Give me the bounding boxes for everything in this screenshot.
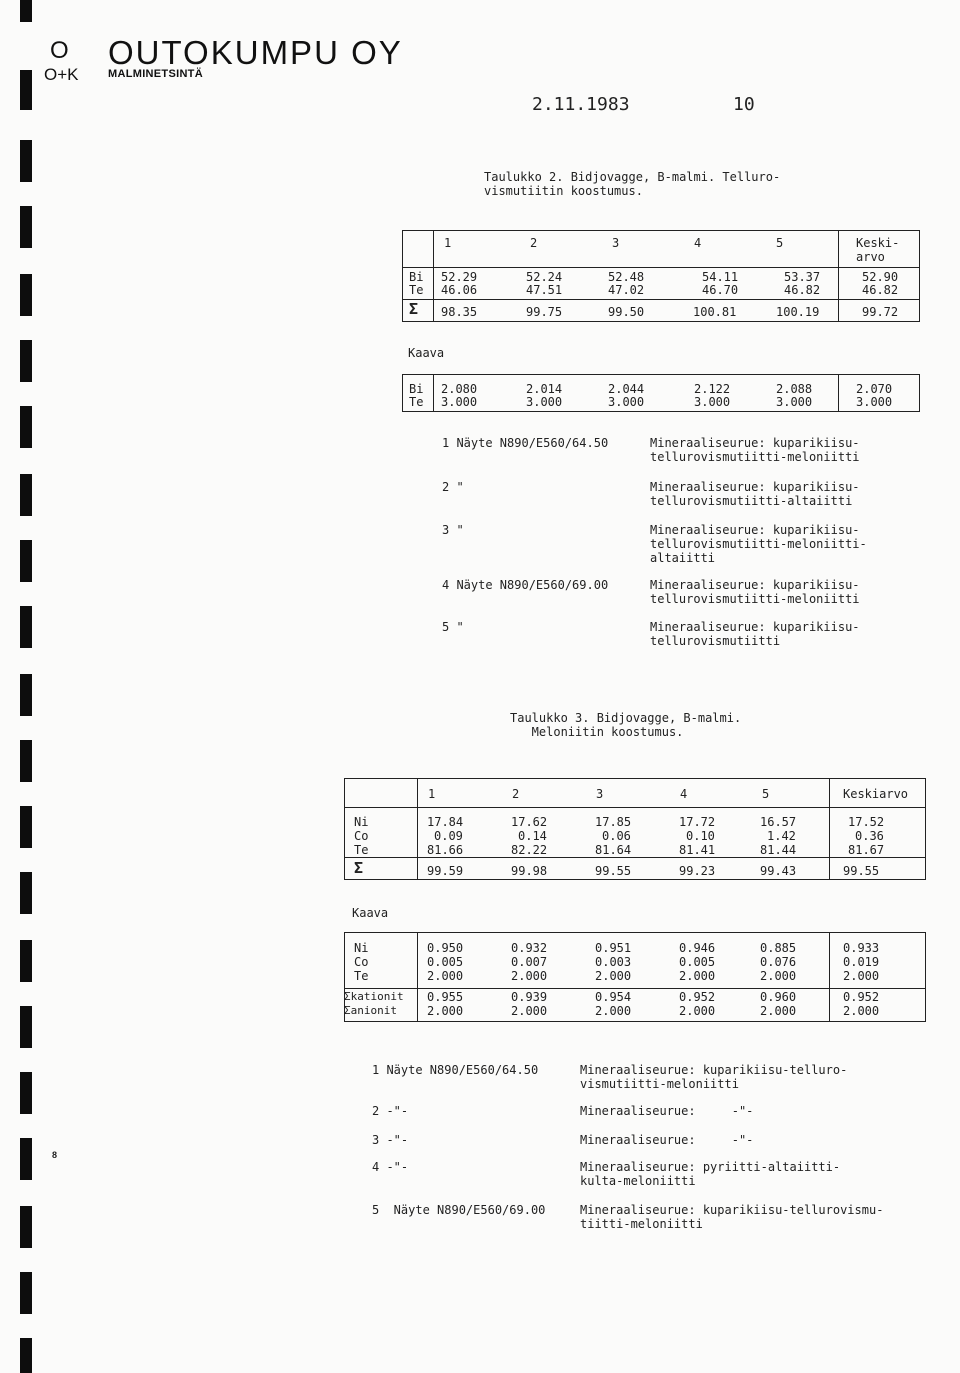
table2-note-text: Mineraaliseurue: kuparikiisu- tellurovismutiitti	[650, 620, 860, 648]
table3-note-text: Mineraaliseurue: pyriitti-altaiitti- kulta-meloniitti	[580, 1160, 841, 1188]
table2-cell: 54.11	[702, 270, 739, 284]
table3-cell: 99.55	[843, 864, 880, 878]
margin-mark: 8	[52, 1150, 58, 1160]
table2-note-text: Mineraaliseurue: kuparikiisu- tellurovismutiitti-meloniitti- altaiitti	[650, 523, 867, 565]
table3-col-header: 2	[512, 787, 520, 801]
table3-row-label: Ni	[354, 815, 369, 829]
table3-formula-cell: 0.932	[511, 941, 548, 955]
document-date: 2.11.1983	[532, 94, 630, 115]
table3-kaava-label: Kaava	[352, 906, 389, 920]
table3-cell: 99.55	[595, 864, 632, 878]
table3-cell: 99.59	[427, 864, 464, 878]
table2-formula-label: Bi	[409, 382, 424, 396]
table2-caption: Taulukko 2. Bidjovagge, B-malmi. Telluro- vismutiitin koostumus.	[484, 170, 781, 198]
table2-composition	[402, 230, 920, 322]
table3-cell: 17.52	[848, 815, 885, 829]
table2-cell: 98.35	[441, 305, 478, 319]
table2-cell: 46.06	[441, 283, 478, 297]
table2-note-text: Mineraaliseurue: kuparikiisu- tellurovismutiitti-meloniitti	[650, 578, 860, 606]
table3-formula-cell: 0.005	[427, 955, 464, 969]
table2-note-text: Mineraaliseurue: kuparikiisu- tellurovismutiitti-altaiitti	[650, 480, 860, 508]
table3-formula-cell: 2.000	[760, 1004, 797, 1018]
table3-cell: 0.06	[602, 829, 631, 843]
table2-cell: 46.82	[862, 283, 899, 297]
table2-note-sample: 4 Näyte N890/E560/69.00	[442, 578, 609, 592]
table3-note-sample: 2 -"-	[372, 1104, 409, 1118]
table3-formula-cell: 0.007	[511, 955, 548, 969]
table3-formula-cell: 0.933	[843, 941, 880, 955]
table2-formula-cell: 3.000	[776, 395, 813, 409]
table3-col-header: 4	[680, 787, 688, 801]
table3-cell: 17.72	[679, 815, 716, 829]
table2-cell: 53.37	[784, 270, 821, 284]
page-number: 10	[733, 94, 755, 115]
table2-note-sample: 5 "	[442, 620, 464, 634]
table3-cell: 16.57	[760, 815, 797, 829]
table2-formula-cell: 3.000	[694, 395, 731, 409]
table3-cell: 0.10	[686, 829, 715, 843]
table3-note-text: Mineraaliseurue: -"-	[580, 1133, 754, 1147]
table3-note-text: Mineraaliseurue: kuparikiisu-tellurovismu- tiitti-meloniitti	[580, 1203, 884, 1231]
table3-cell: 99.43	[760, 864, 797, 878]
table3-formula-cell: 0.005	[679, 955, 716, 969]
table2-col-header: Keski- arvo	[856, 236, 900, 264]
table2-note-sample: 2 "	[442, 480, 464, 494]
company-name: OUTOKUMPU OY	[108, 34, 403, 71]
table3-cell: 99.98	[511, 864, 548, 878]
table3-row-label: Te	[354, 843, 369, 857]
table3-note-text: Mineraaliseurue: -"-	[580, 1104, 754, 1118]
table2-cell: 100.81	[693, 305, 737, 319]
table3-formula-cell: 2.000	[843, 969, 880, 983]
table2-note-sample: 3 "	[442, 523, 464, 537]
table3-cell: 99.23	[679, 864, 716, 878]
table2-formula-cell: 3.000	[526, 395, 563, 409]
table2-kaava-label: Kaava	[408, 346, 445, 360]
table3-formula-cell: 2.000	[843, 1004, 880, 1018]
table3-formula-cell: 0.003	[595, 955, 632, 969]
table2-cell: 100.19	[776, 305, 820, 319]
table3-cell: 81.41	[679, 843, 716, 857]
table2-formula-cell: 2.080	[441, 382, 478, 396]
table3-formula-label: Ni	[354, 941, 369, 955]
table3-cell: 81.67	[848, 843, 885, 857]
table2-cell: 99.75	[526, 305, 563, 319]
logo-letter-top: O	[50, 37, 69, 64]
table3-cell: 82.22	[511, 843, 548, 857]
company-logo	[44, 36, 104, 86]
table3-formula-cell: 2.000	[679, 1004, 716, 1018]
table3-formula-cell: 0.939	[511, 990, 548, 1004]
table3-cell: 17.62	[511, 815, 548, 829]
table3-cell: 17.85	[595, 815, 632, 829]
table3-formula-label: Te	[354, 969, 369, 983]
table2-row-label: Bi	[409, 270, 424, 284]
table3-col-header: Keskiarvo	[843, 787, 909, 801]
table2-col-header: 3	[612, 236, 620, 250]
table2-cell: 52.29	[441, 270, 478, 284]
table2-formula-cell: 3.000	[856, 395, 893, 409]
table3-formula-cell: 0.960	[760, 990, 797, 1004]
table3-cell: 81.66	[427, 843, 464, 857]
table2-cell: 99.50	[608, 305, 645, 319]
table3-formula-cell: 0.950	[427, 941, 464, 955]
table3-cell: 81.64	[595, 843, 632, 857]
table2-note-sample: 1 Näyte N890/E560/64.50	[442, 436, 609, 450]
table3-col-header: 5	[762, 787, 770, 801]
table3-formula-cell: 2.000	[427, 1004, 464, 1018]
table2-cell: 47.51	[526, 283, 563, 297]
table3-formula-cell: 0.952	[843, 990, 880, 1004]
table3-col-header: 3	[596, 787, 604, 801]
table2-cell: 47.02	[608, 283, 645, 297]
table3-cell: 0.36	[855, 829, 884, 843]
table2-cell: 46.70	[702, 283, 739, 297]
table3-cell: 0.09	[434, 829, 463, 843]
table2-col-header: 2	[530, 236, 538, 250]
table2-formula-cell: 2.014	[526, 382, 563, 396]
table2-formula-cell: 2.044	[608, 382, 645, 396]
table2-cell: 52.90	[862, 270, 899, 284]
table3-formula-cell: 2.000	[427, 969, 464, 983]
table3-formula-label: Σanionit	[344, 1004, 397, 1017]
table2-col-header: 1	[444, 236, 452, 250]
table3-formula-label: Σkationit	[344, 990, 404, 1003]
table2-cell: 52.48	[608, 270, 645, 284]
table2-formula-cell: 2.070	[856, 382, 893, 396]
table3-formula-cell: 2.000	[760, 969, 797, 983]
logo-letters-bottom: O+K	[44, 65, 79, 84]
table2-row-label: Te	[409, 283, 424, 297]
table2-row-label: Σ	[409, 300, 419, 318]
table3-formula-cell: 0.946	[679, 941, 716, 955]
table2-formula-cell: 2.088	[776, 382, 813, 396]
table2-cell: 99.72	[862, 305, 899, 319]
table3-note-text: Mineraaliseurue: kuparikiisu-telluro- vismutiitti-meloniitti	[580, 1063, 848, 1091]
table2-formula-cell: 3.000	[441, 395, 478, 409]
table3-formula-cell: 0.954	[595, 990, 632, 1004]
table2-cell: 52.24	[526, 270, 563, 284]
table2-cell: 46.82	[784, 283, 821, 297]
table3-formula-cell: 2.000	[511, 1004, 548, 1018]
table3-formula-cell: 0.885	[760, 941, 797, 955]
table3-cell: 1.42	[767, 829, 796, 843]
table3-row-label: Σ	[354, 859, 364, 877]
department: MALMINETSINTÄ	[108, 68, 203, 80]
table3-formula-cell: 2.000	[595, 969, 632, 983]
table3-cell: 81.44	[760, 843, 797, 857]
table3-note-sample: 4 -"-	[372, 1160, 409, 1174]
table2-col-header: 5	[776, 236, 784, 250]
table3-formula-cell: 2.000	[679, 969, 716, 983]
table2-formula-cell: 2.122	[694, 382, 731, 396]
table2-formula	[402, 374, 920, 412]
table3-note-sample: 5 Näyte N890/E560/69.00	[372, 1203, 546, 1217]
table3-formula-cell: 0.076	[760, 955, 797, 969]
table3-formula-cell: 0.019	[843, 955, 880, 969]
table2-formula-label: Te	[409, 395, 424, 409]
table3-caption: Taulukko 3. Bidjovagge, B-malmi. Meloniitin koostumus.	[510, 711, 742, 739]
table3-formula-cell: 2.000	[511, 969, 548, 983]
table3-cell: 0.14	[518, 829, 547, 843]
table3-col-header: 1	[428, 787, 436, 801]
table2-formula-cell: 3.000	[608, 395, 645, 409]
table2-note-text: Mineraaliseurue: kuparikiisu- tellurovismutiitti-meloniitti	[650, 436, 860, 464]
table3-formula-cell: 0.952	[679, 990, 716, 1004]
table3-formula-label: Co	[354, 955, 369, 969]
table3-formula-cell: 0.951	[595, 941, 632, 955]
table2-col-header: 4	[694, 236, 702, 250]
table3-row-label: Co	[354, 829, 369, 843]
table3-formula-cell: 2.000	[595, 1004, 632, 1018]
table3-cell: 17.84	[427, 815, 464, 829]
table3-note-sample: 3 -"-	[372, 1133, 409, 1147]
table3-note-sample: 1 Näyte N890/E560/64.50	[372, 1063, 539, 1077]
table3-formula-cell: 0.955	[427, 990, 464, 1004]
